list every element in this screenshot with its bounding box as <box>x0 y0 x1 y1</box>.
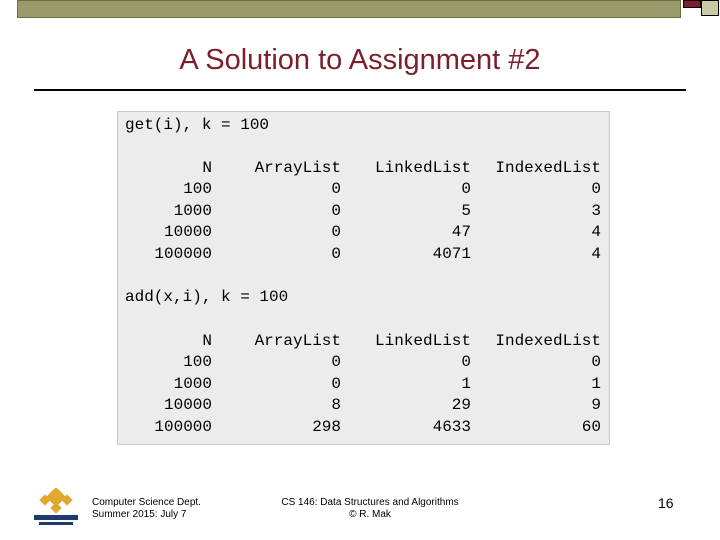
column-header-n: N <box>202 159 212 177</box>
code-output-box <box>117 111 610 445</box>
table-row <box>118 396 611 417</box>
table-1-header-row <box>118 159 611 180</box>
table-cell: 0 <box>331 180 341 198</box>
table-cell: 3 <box>591 202 601 220</box>
column-header-n: N <box>202 332 212 350</box>
column-header-linkedlist: LinkedList <box>374 159 471 177</box>
column-header-indexedlist: IndexedList <box>495 332 601 350</box>
footer-course-title <box>260 497 480 521</box>
column-header-arraylist: ArrayList <box>254 332 341 350</box>
top-bar-maroon-square <box>683 0 701 8</box>
table-cell: 5 <box>461 202 471 220</box>
table-2-heading: add(x,i), k = 100 <box>125 288 289 306</box>
column-header-indexedlist: IndexedList <box>495 159 601 177</box>
table-cell: 0 <box>331 245 341 263</box>
column-header-arraylist: ArrayList <box>254 159 341 177</box>
table-cell: 4 <box>591 245 601 263</box>
table-cell: 0 <box>331 375 341 393</box>
table-cell: 298 <box>312 418 341 436</box>
table-cell: 0 <box>461 180 471 198</box>
table-cell: 8 <box>331 396 341 414</box>
slide-title: A Solution to Assignment #2 <box>179 44 541 76</box>
table-cell: 10000 <box>163 223 212 241</box>
table-cell: 1000 <box>173 375 212 393</box>
table-cell: 0 <box>331 223 341 241</box>
table-cell: 0 <box>591 353 601 371</box>
table-cell: 100000 <box>154 418 212 436</box>
table-cell: 0 <box>591 180 601 198</box>
table-row <box>118 180 611 201</box>
table-2-header-row <box>118 332 611 353</box>
footer-copyright: © R. Mak <box>349 509 391 520</box>
table-row <box>118 353 611 374</box>
footer-term: Summer 2015: July 7 <box>92 509 187 520</box>
table-row <box>118 223 611 244</box>
table-cell: 1000 <box>173 202 212 220</box>
footer-dept: Computer Science Dept. <box>92 497 201 508</box>
top-bar-olive-square <box>701 0 719 16</box>
table-cell: 1 <box>461 375 471 393</box>
footer-course-info <box>92 497 201 521</box>
table-row <box>118 418 611 439</box>
table-cell: 0 <box>331 202 341 220</box>
table-cell: 4071 <box>432 245 471 263</box>
column-header-linkedlist: LinkedList <box>374 332 471 350</box>
table-cell: 47 <box>451 223 471 241</box>
san-jose-state-university-logo-icon <box>33 488 79 528</box>
table-row <box>118 245 611 266</box>
table-cell: 0 <box>331 353 341 371</box>
footer-course-name: CS 146: Data Structures and Algorithms <box>281 497 459 508</box>
table-cell: 9 <box>591 396 601 414</box>
table-cell: 4 <box>591 223 601 241</box>
top-decorative-bar <box>17 0 705 18</box>
table-cell: 10000 <box>163 396 212 414</box>
table-row <box>118 375 611 396</box>
title-divider <box>34 89 686 91</box>
table-cell: 1 <box>591 375 601 393</box>
table-1-heading: get(i), k = 100 <box>125 116 270 134</box>
table-cell: 60 <box>581 418 601 436</box>
table-cell: 4633 <box>432 418 471 436</box>
table-cell: 100000 <box>154 245 212 263</box>
table-cell: 100 <box>183 180 212 198</box>
table-cell: 100 <box>183 353 212 371</box>
table-cell: 29 <box>451 396 471 414</box>
page-number: 16 <box>658 495 674 511</box>
top-bar-olive <box>17 0 681 18</box>
table-cell: 0 <box>461 353 471 371</box>
table-row <box>118 202 611 223</box>
